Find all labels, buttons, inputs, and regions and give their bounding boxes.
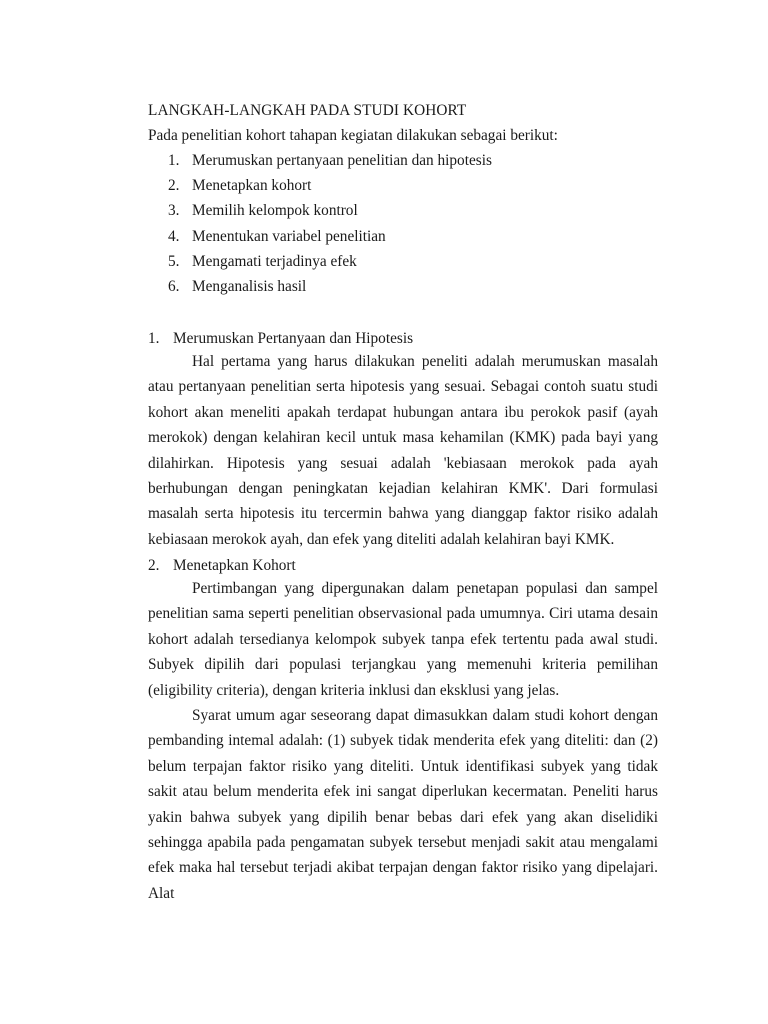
section-1 bbox=[148, 330, 658, 552]
section-2 bbox=[148, 557, 658, 906]
list-item bbox=[168, 152, 492, 177]
list-number: 1. bbox=[168, 152, 180, 169]
list-item-text: Memilih kelompok kontrol bbox=[192, 202, 358, 220]
list-item bbox=[168, 177, 492, 202]
list-item-text: Menentukan variabel penelitian bbox=[192, 227, 386, 245]
body-paragraph: Pertimbangan yang dipergunakan dalam penetapan populasi dan sampel penelitian sama seperti penelitian observasional pada umumnya. Ciri utama desain kohort adalah tersedianya kelompok subyek tanpa efek tertentu pada awal studi. Subyek dipilih dari populasi terjangkau yang memenuhi kriteria pemilihan (eligibility criteria), dengan kriteria inklusi dan eksklusi yang jelas. bbox=[148, 580, 658, 699]
section-heading bbox=[148, 330, 658, 348]
list-number: 4. bbox=[168, 227, 180, 245]
document-title: LANGKAH-LANGKAH PADA STUDI KOHORT bbox=[148, 102, 467, 119]
list-number: 3. bbox=[168, 202, 180, 220]
list-item-text: Merumuskan pertanyaan penelitian dan hipotesis bbox=[192, 152, 492, 169]
list-item bbox=[168, 228, 492, 253]
section-title: Menetapkan Kohort bbox=[173, 557, 296, 574]
intro-text: Pada penelitian kohort tahapan kegiatan dilakukan sebagai berikut: bbox=[148, 127, 558, 144]
section-number: 1. bbox=[148, 330, 160, 347]
list-item-text: Menganalisis hasil bbox=[192, 277, 307, 295]
steps-list bbox=[168, 152, 492, 303]
list-item bbox=[168, 278, 492, 303]
list-number: 5. bbox=[168, 252, 180, 270]
list-item-text: Menetapkan kohort bbox=[192, 177, 312, 195]
body-paragraph: Hal pertama yang harus dilakukan peneliti adalah merumuskan masalah atau pertanyaan penelitian serta hipotesis yang sesuai. Sebagai contoh suatu studi kohort akan meneliti apakah terdapat hubungan antara ibu perokok pasif (ayah merokok) dengan kelahiran kecil untuk masa kehamilan (KMK) pada bayi yang dilahirkan. Hipotesis yang sesuai adalah 'kebiasaan merokok pada ayah berhubungan dengan peningkatan kejadian kelahiran KMK'. Dari formulasi masalah serta hipotesis itu tercermin bahwa yang dianggap faktor risiko adalah kebiasaan merokok ayah, dan efek yang diteliti adalah kelahiran bayi KMK. bbox=[148, 353, 658, 548]
list-number: 6. bbox=[168, 277, 180, 295]
section-number: 2. bbox=[148, 557, 160, 574]
list-number: 2. bbox=[168, 177, 180, 195]
section-heading bbox=[148, 557, 658, 575]
list-item bbox=[168, 202, 492, 227]
list-item bbox=[168, 253, 492, 278]
body-paragraph: Syarat umum agar seseorang dapat dimasukkan dalam studi kohort dengan pembanding intemal adalah: (1) subyek tidak menderita efek yang diteliti: dan (2) belum terpajan faktor risiko yang diteliti. Untuk identifikasi subyek yang tidak sakit atau belum menderita efek ini sangat diperlukan kecermatan. Peneliti harus yakin bahwa subyek yang dipilih benar bebas dari efek yang akan diselidiki sehingga apabila pada pengamatan subyek tersebut menjadi sakit atau mengalami efek maka hal tersebut terjadi akibat terpajan dengan faktor risiko yang dipelajari. Alat bbox=[148, 707, 658, 902]
section-title: Merumuskan Pertanyaan dan Hipotesis bbox=[173, 330, 414, 347]
list-item-text: Mengamati terjadinya efek bbox=[192, 252, 357, 270]
